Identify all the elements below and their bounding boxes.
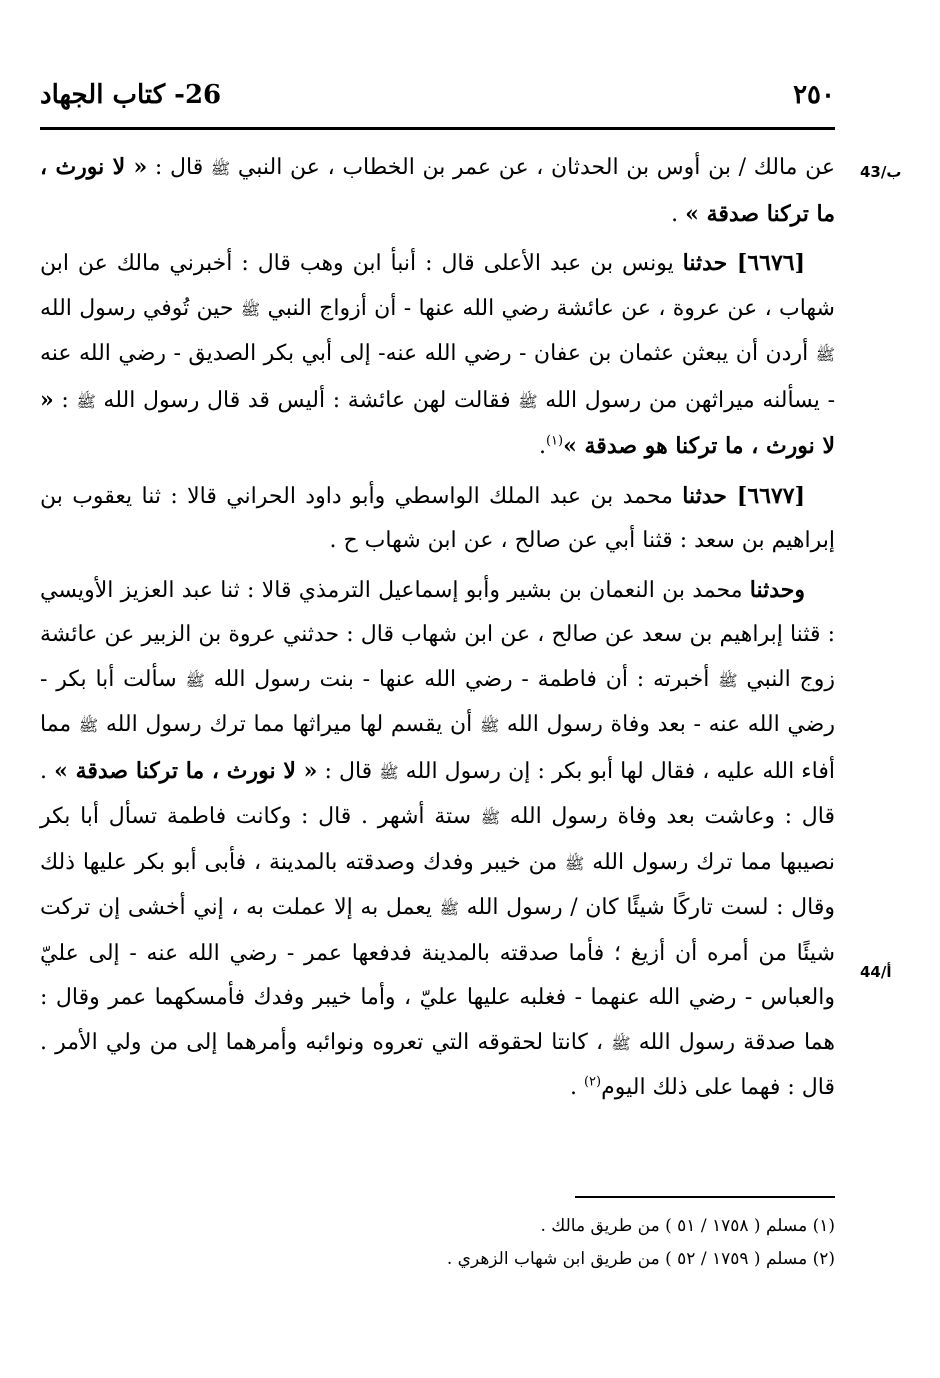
salla-glyph: ﷺ xyxy=(815,345,835,364)
salla-glyph: ﷺ xyxy=(480,808,501,827)
salla-glyph: ﷺ xyxy=(479,716,500,735)
text-run: أن يقسم لها ميراثها مما ترك رسول الله xyxy=(98,712,480,737)
text-run: مما أفاء الله عليه ، فقال لها أبو بكر : إن رسول الله xyxy=(40,712,835,784)
hadith-paragraph xyxy=(40,241,835,470)
paragraph xyxy=(40,145,835,237)
text-run: حين تُوفي رسول الله xyxy=(40,295,241,321)
salla-glyph: ﷺ xyxy=(185,670,205,690)
text-run: يونس بن عبد الأعلى قال : أنبأ ابن وهب قال : أخبرني مالك عن ابن شهاب ، عن عروة ، عن عائشة رضي الله عنها - أن أزواج النبي xyxy=(40,251,835,321)
text-run: أخبرته : أن فاطمة - رضي الله عنها - بنت رسول الله xyxy=(204,666,719,692)
footnote-2: (٢) مسلم ( ١٧٥٩ / ٥٢ ) من طريق ابن شهاب الزهري . xyxy=(446,1249,835,1269)
chapter-title: 26- كتاب الجهاد xyxy=(40,80,222,110)
salla-glyph: ﷺ xyxy=(78,716,99,735)
hadith-number: [٦٦٧٧] xyxy=(736,482,805,509)
salla-glyph: ﷺ xyxy=(210,159,231,178)
text-run: عن مالك / بن أوس بن الحدثان ، عن عمر بن الخطاب ، عن النبي xyxy=(230,155,835,180)
footnote-marker: (٢) xyxy=(583,1074,602,1090)
narration-keyword: حدثنا xyxy=(682,482,737,509)
salla-glyph: ﷺ xyxy=(518,391,538,411)
footnote-marker: (١) xyxy=(545,433,564,449)
quoted-hadith: « لا نورث ، ما تركنا صدقة » xyxy=(54,757,318,784)
footnote-1: (١) مسلم ( ١٧٥٨ / ٥١ ) من طريق مالك . xyxy=(540,1216,835,1236)
salla-glyph: ﷺ xyxy=(240,299,261,319)
footnote-divider xyxy=(575,1196,835,1198)
text-run: فقالت لهن عائشة : أليس قد قال رسول الله xyxy=(95,387,519,413)
text-run: قال : xyxy=(147,155,211,180)
text-run: من خيبر وفدك وصدقته بالمدينة ، فأبى أبو بكر عليها ذلك وقال : لست تاركًا شيئًا كان / رسول الله xyxy=(40,849,835,920)
text-run: يعمل به إلا عملت به ، إني أخشى إن تركت شيئًا من أمره أن أزيغ ؛ فأما صدقته بالمدينة فدفعها عمر - رضي الله عنه - إلى عليّ والعباس - رضي الله عنهما - فغلبه عليها عليّ ، وأما خيبر وفدك فأمسكهما عمر وقال : هما صدقة رسول الله xyxy=(40,895,836,1055)
page-header xyxy=(40,80,835,120)
hadith-number: [٦٦٧٦] xyxy=(736,250,805,276)
text-run: . xyxy=(569,1075,584,1100)
text-run: . xyxy=(671,201,686,227)
paragraph xyxy=(40,568,835,1111)
narration-keyword: حدثنا xyxy=(682,250,737,276)
salla-glyph: ﷺ xyxy=(76,391,96,411)
text-run: أردن أن يبعثن عثمان بن عفان - رضي الله عنه- إلى أبي بكر الصديق - رضي الله عنه - يسألنه ميراثهن من رسول الله xyxy=(40,341,836,413)
margin-folio-note: 43/ب xyxy=(860,163,902,181)
text-run: ستة أشهر . قال : وكانت فاطمة تسأل أبا بكر نصيبها مما ترك رسول الله xyxy=(40,804,835,875)
salla-glyph: ﷺ xyxy=(565,853,585,873)
narration-keyword: وحدثنا xyxy=(749,576,805,603)
footnotes xyxy=(40,1210,835,1276)
text-run: سألت أبا بكر - رضي الله عنه - بعد وفاة رسول الله xyxy=(40,666,835,737)
main-text xyxy=(40,145,835,1111)
text-run: محمد بن النعمان بن بشير وأبو إسماعيل الترمذي قالا : ثنا عبد العزيز الأويسي : قثنا إبراهيم بن سعد عن صالح ، عن ابن شهاب قال : حدثني عروة بن الزبير عن عائشة زوج النبي xyxy=(40,577,835,692)
text-run: . قال : وعاشت بعد وفاة رسول الله xyxy=(40,758,835,829)
text-run: : xyxy=(53,387,77,413)
salla-glyph: ﷺ xyxy=(611,1033,631,1053)
header-divider xyxy=(40,127,835,130)
text-run: قال : xyxy=(317,758,380,784)
text-run: محمد بن عبد الملك الواسطي وأبو داود الحراني قالا : ثنا يعقوب بن إبراهيم بن سعد : قثنا أبي عن صالح ، عن ابن شهاب ح . xyxy=(40,483,835,553)
salla-glyph: ﷺ xyxy=(439,899,459,918)
text-run: . xyxy=(538,434,546,459)
hadith-paragraph xyxy=(40,474,835,564)
salla-glyph: ﷺ xyxy=(379,762,399,782)
page-number: ٢٥٠ xyxy=(793,80,835,110)
text-run: ، كانتا لحقوقه التي تعروه ونوائبه وأمرهما إلى من ولي الأمر . قال : فهما على ذلك اليوم xyxy=(40,1029,835,1100)
quoted-hadith: « لا نورث ، ما تركنا صدقة » xyxy=(40,154,835,227)
quoted-hadith: « لا نورث ، ما تركنا هو صدقة » xyxy=(40,386,835,459)
margin-folio-note: 44/أ xyxy=(860,963,892,981)
salla-glyph: ﷺ xyxy=(718,670,738,690)
